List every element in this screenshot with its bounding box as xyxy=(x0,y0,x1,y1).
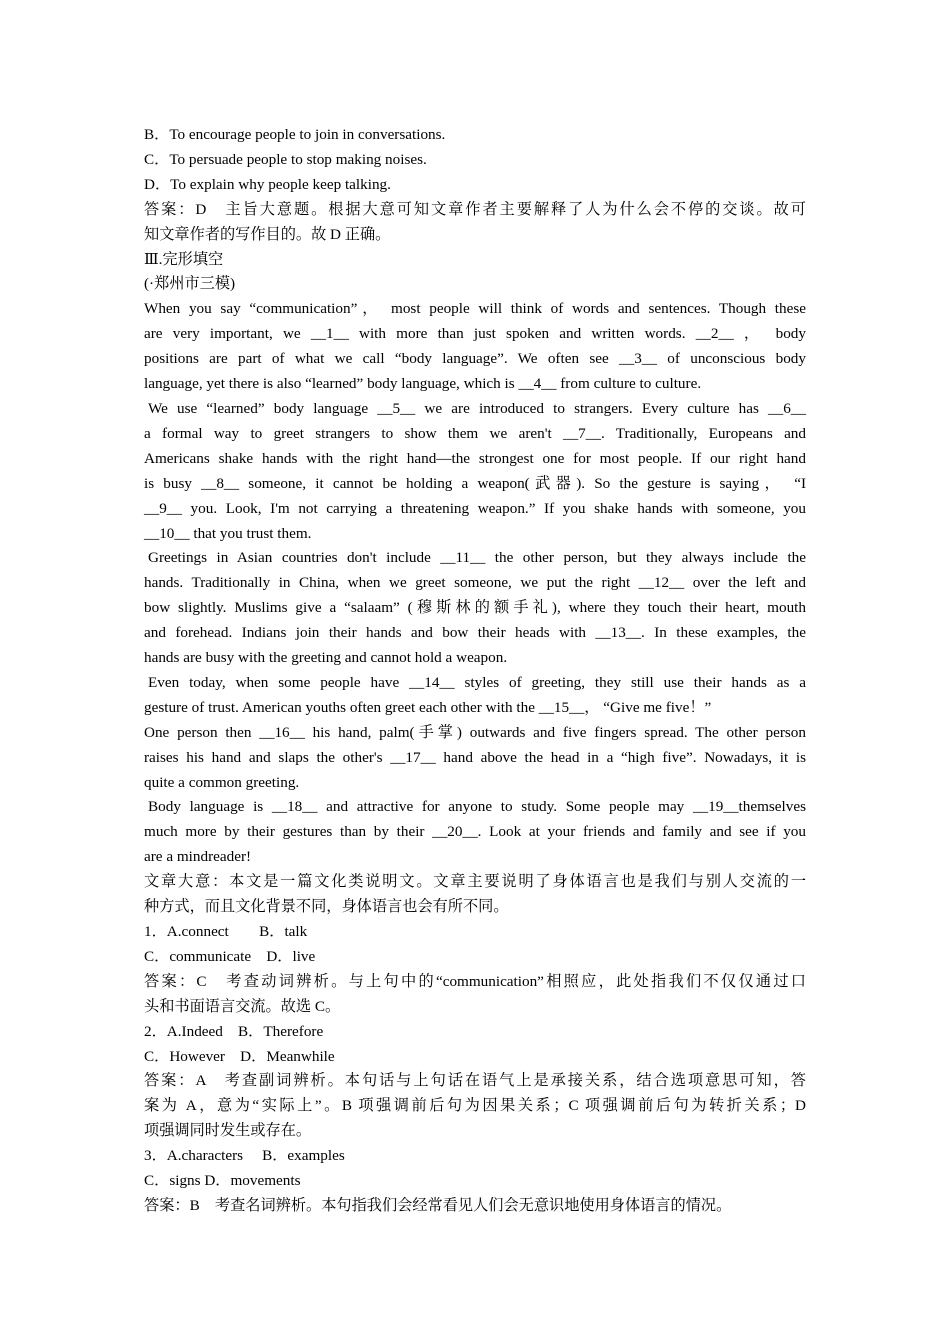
answer-line: 知文章作者的写作目的。故 D 正确。 xyxy=(144,225,391,243)
question-2-answer: 项强调同时发生或存在。 xyxy=(144,1122,312,1140)
question-3-options: C．signs D．movements xyxy=(144,1172,301,1190)
passage-line: hands are busy with the greeting and cannot hold a weapon. xyxy=(144,649,508,667)
passage-line: gesture of trust. American youths often greet each other with the __15__， “Give me five！” xyxy=(144,698,712,716)
question-1-answer: 头和书面语言交流。故选 C。 xyxy=(144,997,341,1015)
question-1-options: C．communicate D．live xyxy=(144,947,316,965)
passage-line: __9__ you. Look, I'm not carrying a threatening weapon.” If you shake hands with someone, you xyxy=(144,499,806,517)
passage-line: is busy __8__ someone, it cannot be holding a weapon(武器). So the gesture is saying， “I xyxy=(144,474,806,492)
passage-line: a formal way to greet strangers to show them we aren't __7__. Traditionally, Europeans and xyxy=(144,424,806,442)
passage-line: hands. Traditionally in China, when we greet someone, we put the right __12__ over the left and xyxy=(144,574,806,592)
passage-line: are a mindreader! xyxy=(144,848,252,866)
option-c: C．To persuade people to stop making noises. xyxy=(144,150,427,168)
summary-line: 种方式，而且文化背景不同，身体语言也会有所不同。 xyxy=(144,898,509,916)
passage-line: much more by their gestures than by their __20__. Look at your friends and family and see if you xyxy=(144,823,806,841)
question-3-options: 3．A.characters B．examples xyxy=(144,1147,345,1165)
passage-line: and forehead. Indians join their hands and bow their heads with __13__. In these examples, the xyxy=(144,624,806,642)
option-d: D．To explain why people keep talking. xyxy=(144,175,391,193)
passage-line: __10__ that you trust them. xyxy=(144,524,312,542)
passage-line: Greetings in Asian countries don't include __11__ the other person, but they always include the xyxy=(148,549,806,567)
passage-line: We use “learned” body language __5__ we are introduced to strangers. Every culture has __6__ xyxy=(148,399,806,417)
question-1-answer: 答案：C 考查动词辨析。与上句中的“communication”相照应，此处指我们不仅仅通过口 xyxy=(144,972,806,990)
passage-line: When you say “communication”， most people will think of words and sentences. Though these xyxy=(144,300,806,318)
passage-line: quite a common greeting. xyxy=(144,773,300,791)
passage-line: raises his hand and slaps the other's __17__ hand above the head in a “high five”. Nowadays, it is xyxy=(144,748,806,766)
question-3-answer: 答案：B 考查名词辨析。本句指我们会经常看见人们会无意识地使用身体语言的情况。 xyxy=(144,1196,732,1214)
passage-line: Even today, when some people have __14__ styles of greeting, they still use their hands as a xyxy=(148,673,806,691)
option-b: B．To encourage people to join in conversations. xyxy=(144,126,446,143)
source-note: (·郑州市三模) xyxy=(144,275,236,293)
summary-line: 文章大意：本文是一篇文化类说明文。文章主要说明了身体语言也是我们与别人交流的一 xyxy=(144,873,806,891)
question-2-options: C．However D．Meanwhile xyxy=(144,1047,335,1065)
question-2-answer: 案为 A，意为“实际上”。B 项强调前后句为因果关系；C 项强调前后句为转折关系；D xyxy=(144,1097,806,1115)
passage-line: Body language is __18__ and attractive for anyone to study. Some people may __19__themselves xyxy=(148,798,806,816)
question-2-options: 2．A.Indeed B．Therefore xyxy=(144,1022,324,1040)
passage-line: bow slightly. Muslims give a “salaam” (穆斯林的额手礼), where they touch their heart, mouth xyxy=(144,599,806,617)
passage-line: positions are part of what we call “body language”. We often see __3__ of unconscious body xyxy=(144,350,806,368)
answer-line: 答案：D 主旨大意题。根据大意可知文章作者主要解释了人为什么会不停的交谈。故可 xyxy=(144,200,806,218)
question-2-answer: 答案：A 考查副词辨析。本句话与上句话在语气上是承接关系，结合选项意思可知，答 xyxy=(144,1072,806,1090)
passage-line: are very important, we __1__ with more than just spoken and written words. __2__ ， body xyxy=(144,325,806,343)
passage-line: language, yet there is also “learned” body language, which is __4__ from culture to culture. xyxy=(144,375,702,393)
document-page xyxy=(144,123,806,1219)
question-1-options: 1．A.connect B．talk xyxy=(144,923,308,940)
section-title: Ⅲ.完形填空 xyxy=(144,250,224,268)
passage-line: Americans shake hands with the right hand—the strongest one for most people. If our right hand xyxy=(144,449,806,467)
passage-line: One person then __16__ his hand, palm(手掌) outwards and five fingers spread. The other person xyxy=(144,723,806,741)
